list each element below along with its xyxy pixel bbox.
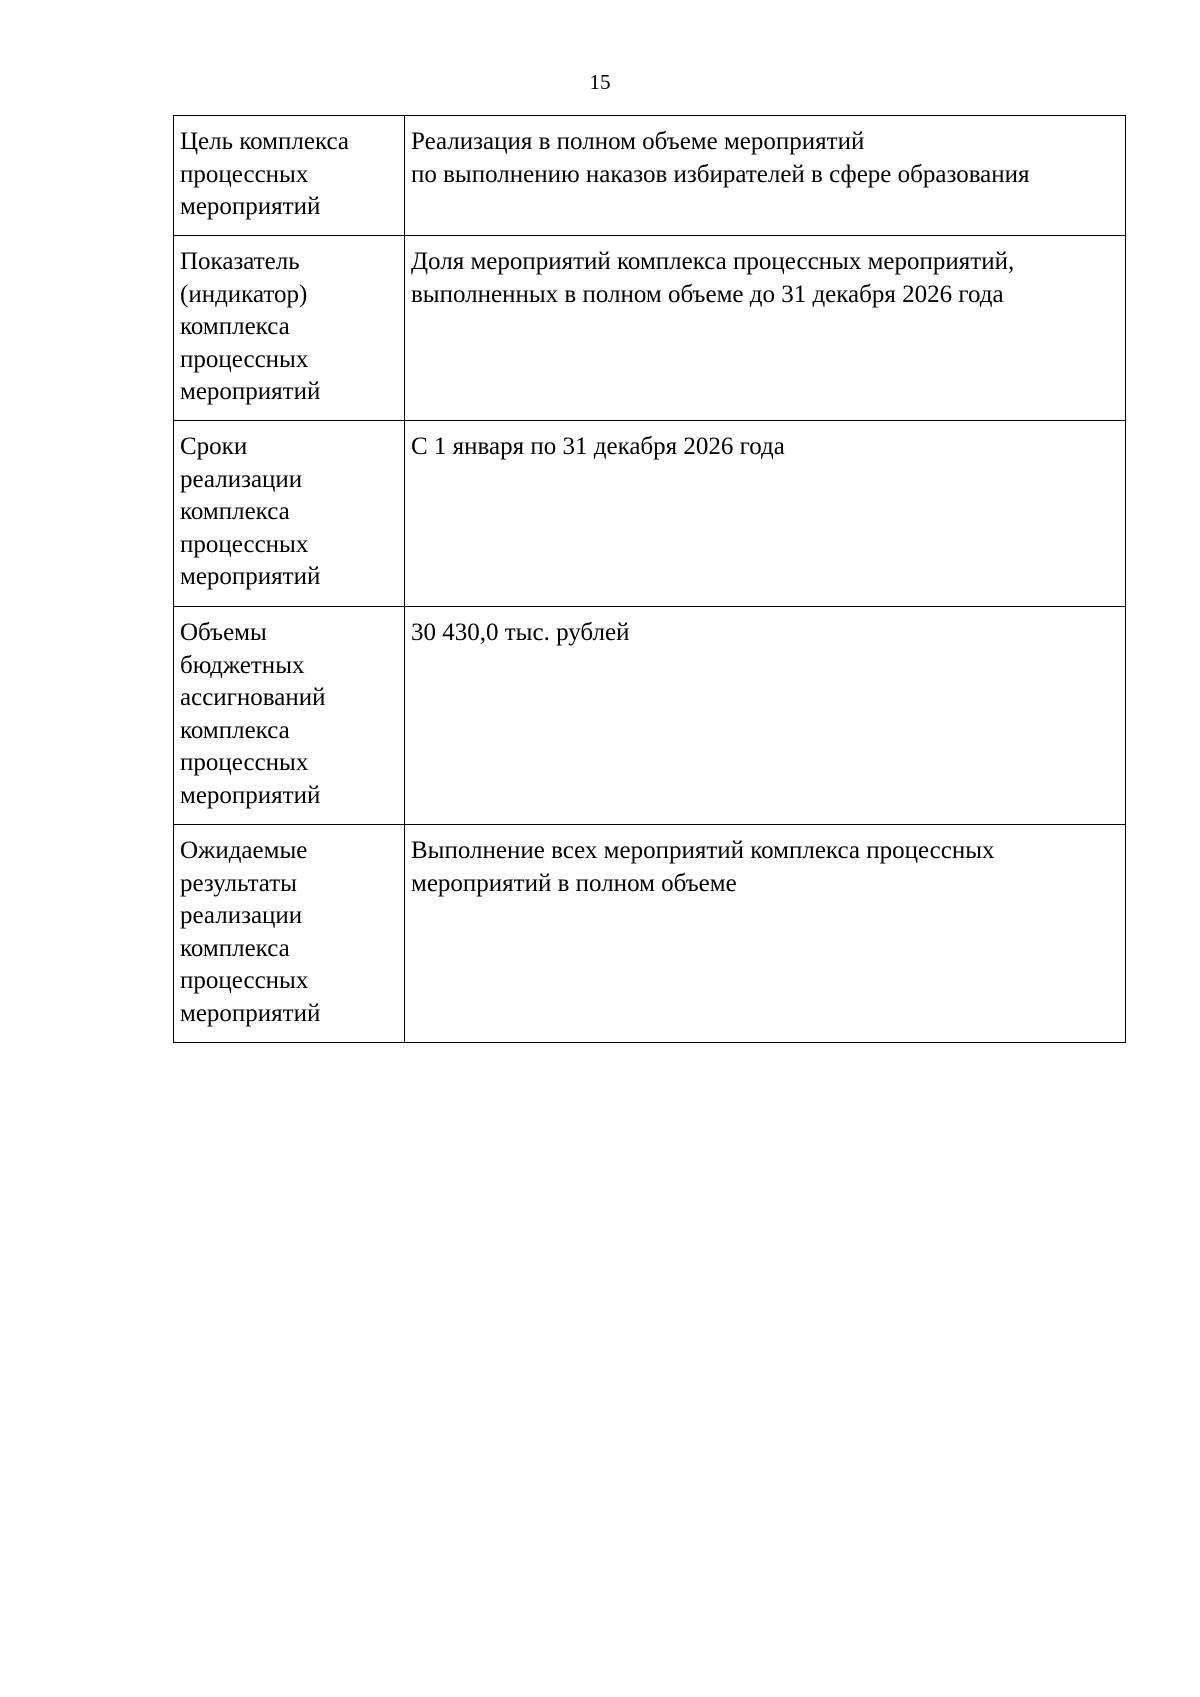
row-value: С 1 января по 31 декабря 2026 года [411,433,785,460]
table-row-indicator [174,236,1126,421]
row-value: 30 430,0 тыс. рублей [411,619,630,646]
row-label-cell [174,421,405,607]
row-label: Цель комплекса процессных мероприятий [180,128,349,220]
table-row-timeline [174,421,1126,607]
row-value-cell [405,825,1126,1043]
table-row-budget [174,607,1126,825]
row-value: Доля мероприятий комплекса процессных мероприятий, выполненных в полном объеме до 31 декабря 2026 года [411,248,1015,308]
row-value-cell [405,236,1126,421]
row-value-cell [405,116,1126,236]
row-label-cell [174,116,405,236]
row-label: Сроки реализации комплекса процессных мероприятий [180,433,321,590]
row-label: Ожидаемые результаты реализации комплекса процессных мероприятий [180,837,321,1027]
passport-table [173,115,1126,1043]
row-label-cell [174,236,405,421]
row-value: Реализация в полном объеме мероприятий по выполнению наказов избирателей в сфере образования [411,128,1030,188]
row-label: Показатель (индикатор) комплекса процессных мероприятий [180,248,321,405]
row-label-cell [174,607,405,825]
row-label: Объемы бюджетных ассигнований комплекса процессных мероприятий [180,619,326,809]
row-value-cell [405,421,1126,607]
page-number: 15 [589,70,611,94]
row-label-cell [174,825,405,1043]
row-value-cell [405,607,1126,825]
row-value: Выполнение всех мероприятий комплекса процессных мероприятий в полном объеме [411,837,995,897]
table-row-results [174,825,1126,1043]
table-row-goal [174,116,1126,236]
